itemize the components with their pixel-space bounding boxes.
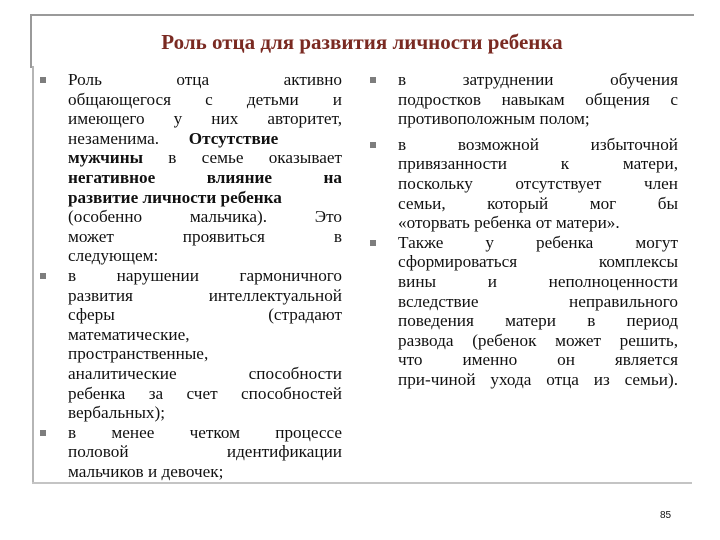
text-line: (особенно мальчика). Это <box>68 207 342 227</box>
text-spacer <box>278 129 342 148</box>
text-line: вербальных); <box>68 403 166 423</box>
bold-text: мужчины <box>68 148 144 168</box>
text-line: сформироваться комплексы <box>398 252 678 272</box>
text-line: поведения матери в период <box>398 311 678 331</box>
text-line: мальчиков и девочек; <box>68 461 224 481</box>
square-bullet-icon <box>40 430 46 436</box>
text-line: вины и неполноценности <box>398 271 678 291</box>
text-line: в нарушении гармоничного <box>68 265 342 285</box>
text-line: половой идентификации <box>68 442 342 462</box>
page-number: 85 <box>660 510 672 521</box>
square-bullet-icon <box>370 77 376 83</box>
text-line: поскольку отсутствует член <box>398 173 678 193</box>
square-bullet-icon <box>370 240 376 246</box>
right-column <box>398 70 678 390</box>
text-line: подростков навыкам общения с <box>398 89 678 109</box>
text-line: общающегося с детьми и <box>68 89 342 109</box>
text-line <box>68 168 342 188</box>
bullet-item <box>68 423 342 482</box>
text-line <box>68 129 342 149</box>
text-line: что именно он является <box>398 350 678 370</box>
text-line: пространственные, <box>68 344 209 364</box>
text-line: в возможной избыточной <box>398 134 678 154</box>
text-line: «оторвать ребенка от матери». <box>398 213 620 233</box>
left-divider <box>32 66 34 482</box>
text-line: может проявиться в <box>68 226 342 246</box>
text-line: математические, <box>68 324 190 344</box>
text-line: аналитические способности <box>68 363 342 383</box>
text-segment: в семье оказывает <box>143 148 342 168</box>
text-line: в затруднении обучения <box>398 70 678 89</box>
text-line: следующем: <box>68 246 159 266</box>
text-line: противоположным полом; <box>398 109 590 129</box>
bold-text: развитие личности ребенка <box>68 187 282 207</box>
text-line: при-чиной ухода отца из семьи). <box>398 369 678 389</box>
text-line: в менее четком процессе <box>68 422 342 442</box>
bold-text: негативное влияние на <box>68 167 342 187</box>
square-bullet-icon <box>40 77 46 83</box>
square-bullet-icon <box>40 273 46 279</box>
left-column <box>68 70 342 481</box>
text-line: развода (ребенок может решить, <box>398 330 678 350</box>
slide-title: Роль отца для развития личности ребенка <box>161 30 563 54</box>
bold-text: Отсутствие <box>188 128 279 148</box>
bullet-item <box>68 266 342 423</box>
text-segment: незаменима. <box>68 128 189 148</box>
text-line: сферы (страдают <box>68 305 342 325</box>
bullet-item <box>68 70 342 266</box>
text-line: семьи, который мог бы <box>398 193 678 213</box>
square-bullet-icon <box>370 142 376 148</box>
text-line <box>68 148 342 168</box>
bottom-divider <box>32 482 692 484</box>
bullet-item <box>398 233 678 390</box>
text-line: развития интеллектуальной <box>68 285 342 305</box>
bullet-item <box>398 135 678 233</box>
text-line: ребенка за счет способностей <box>68 383 342 403</box>
text-line: вследствие неправильного <box>398 291 678 311</box>
bullet-item <box>398 70 678 129</box>
text-line: имеющего у них авторитет, <box>68 109 342 129</box>
text-line: Роль отца активно <box>68 70 342 89</box>
text-line <box>68 188 342 208</box>
text-line: Также у ребенка могут <box>398 232 678 252</box>
text-line: привязанности к матери, <box>398 154 678 174</box>
